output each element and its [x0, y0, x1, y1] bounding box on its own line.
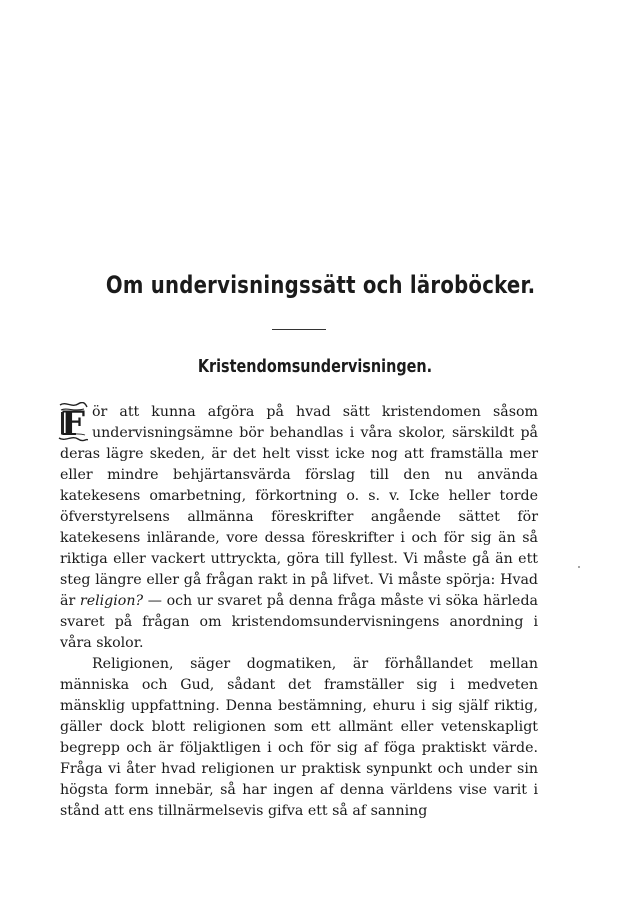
paragraph-2: Religionen, säger dogmatiken, är förhållandet mellan människa och Gud, sådant det framställer sig i medveten mänsklig uppfattning. Denna bestämning, ehuru i sig själf riktig, gäller dock blott religionen som ett allmänt eller vetenskapligt begrepp och är följaktligen i och för sig af föga praktiskt värde. Fråga vi åter hvad religionen ur praktisk synpunkt och under sin högsta form innebär, så har ingen af denna världens vise varit i stånd att ens tillnärmelsevis gifva ett så af sanning — [60, 656, 538, 819]
ornamental-initial — [58, 402, 88, 442]
body-text — [60, 402, 538, 822]
paragraph-1-text-b: — och ur svaret på denna fråga måste vi söka härleda svaret på frågan om kristendomsundervisningens anordning i våra skolor. — [60, 593, 538, 651]
paragraph-1-italic: religion? — [79, 593, 144, 609]
title-divider — [272, 329, 326, 330]
margin-speck — [578, 566, 580, 568]
section-title: Kristendomsundervisningen. — [197, 356, 433, 377]
paragraph-1 — [60, 402, 538, 654]
paragraph-1-text-a: ör att kunna afgöra på hvad sätt kristendomen såsom undervisningsämne bör behandlas i våra skolor, särskildt på deras lägre skeden, är det helt visst icke nog att framställa mer eller mindre behjärtansvärda förslag till den nu använda katekesens omarbetning, förkortning o. s. v. Icke heller torde öfverstyrelsens allmänna föreskrifter angående sättet för katekesens inlärande, vore dessa föreskrifter i och för sig än så riktiga eller vackert uttryckta, göra till fyllest. Vi måste gå än ett steg längre eller gå frågan rakt in på lifvet. Vi måste spörja: Hvad är — [60, 404, 538, 609]
dropcap-letter: F — [60, 404, 86, 444]
chapter-title: Om undervisningssätt och läroböcker. — [105, 271, 536, 299]
